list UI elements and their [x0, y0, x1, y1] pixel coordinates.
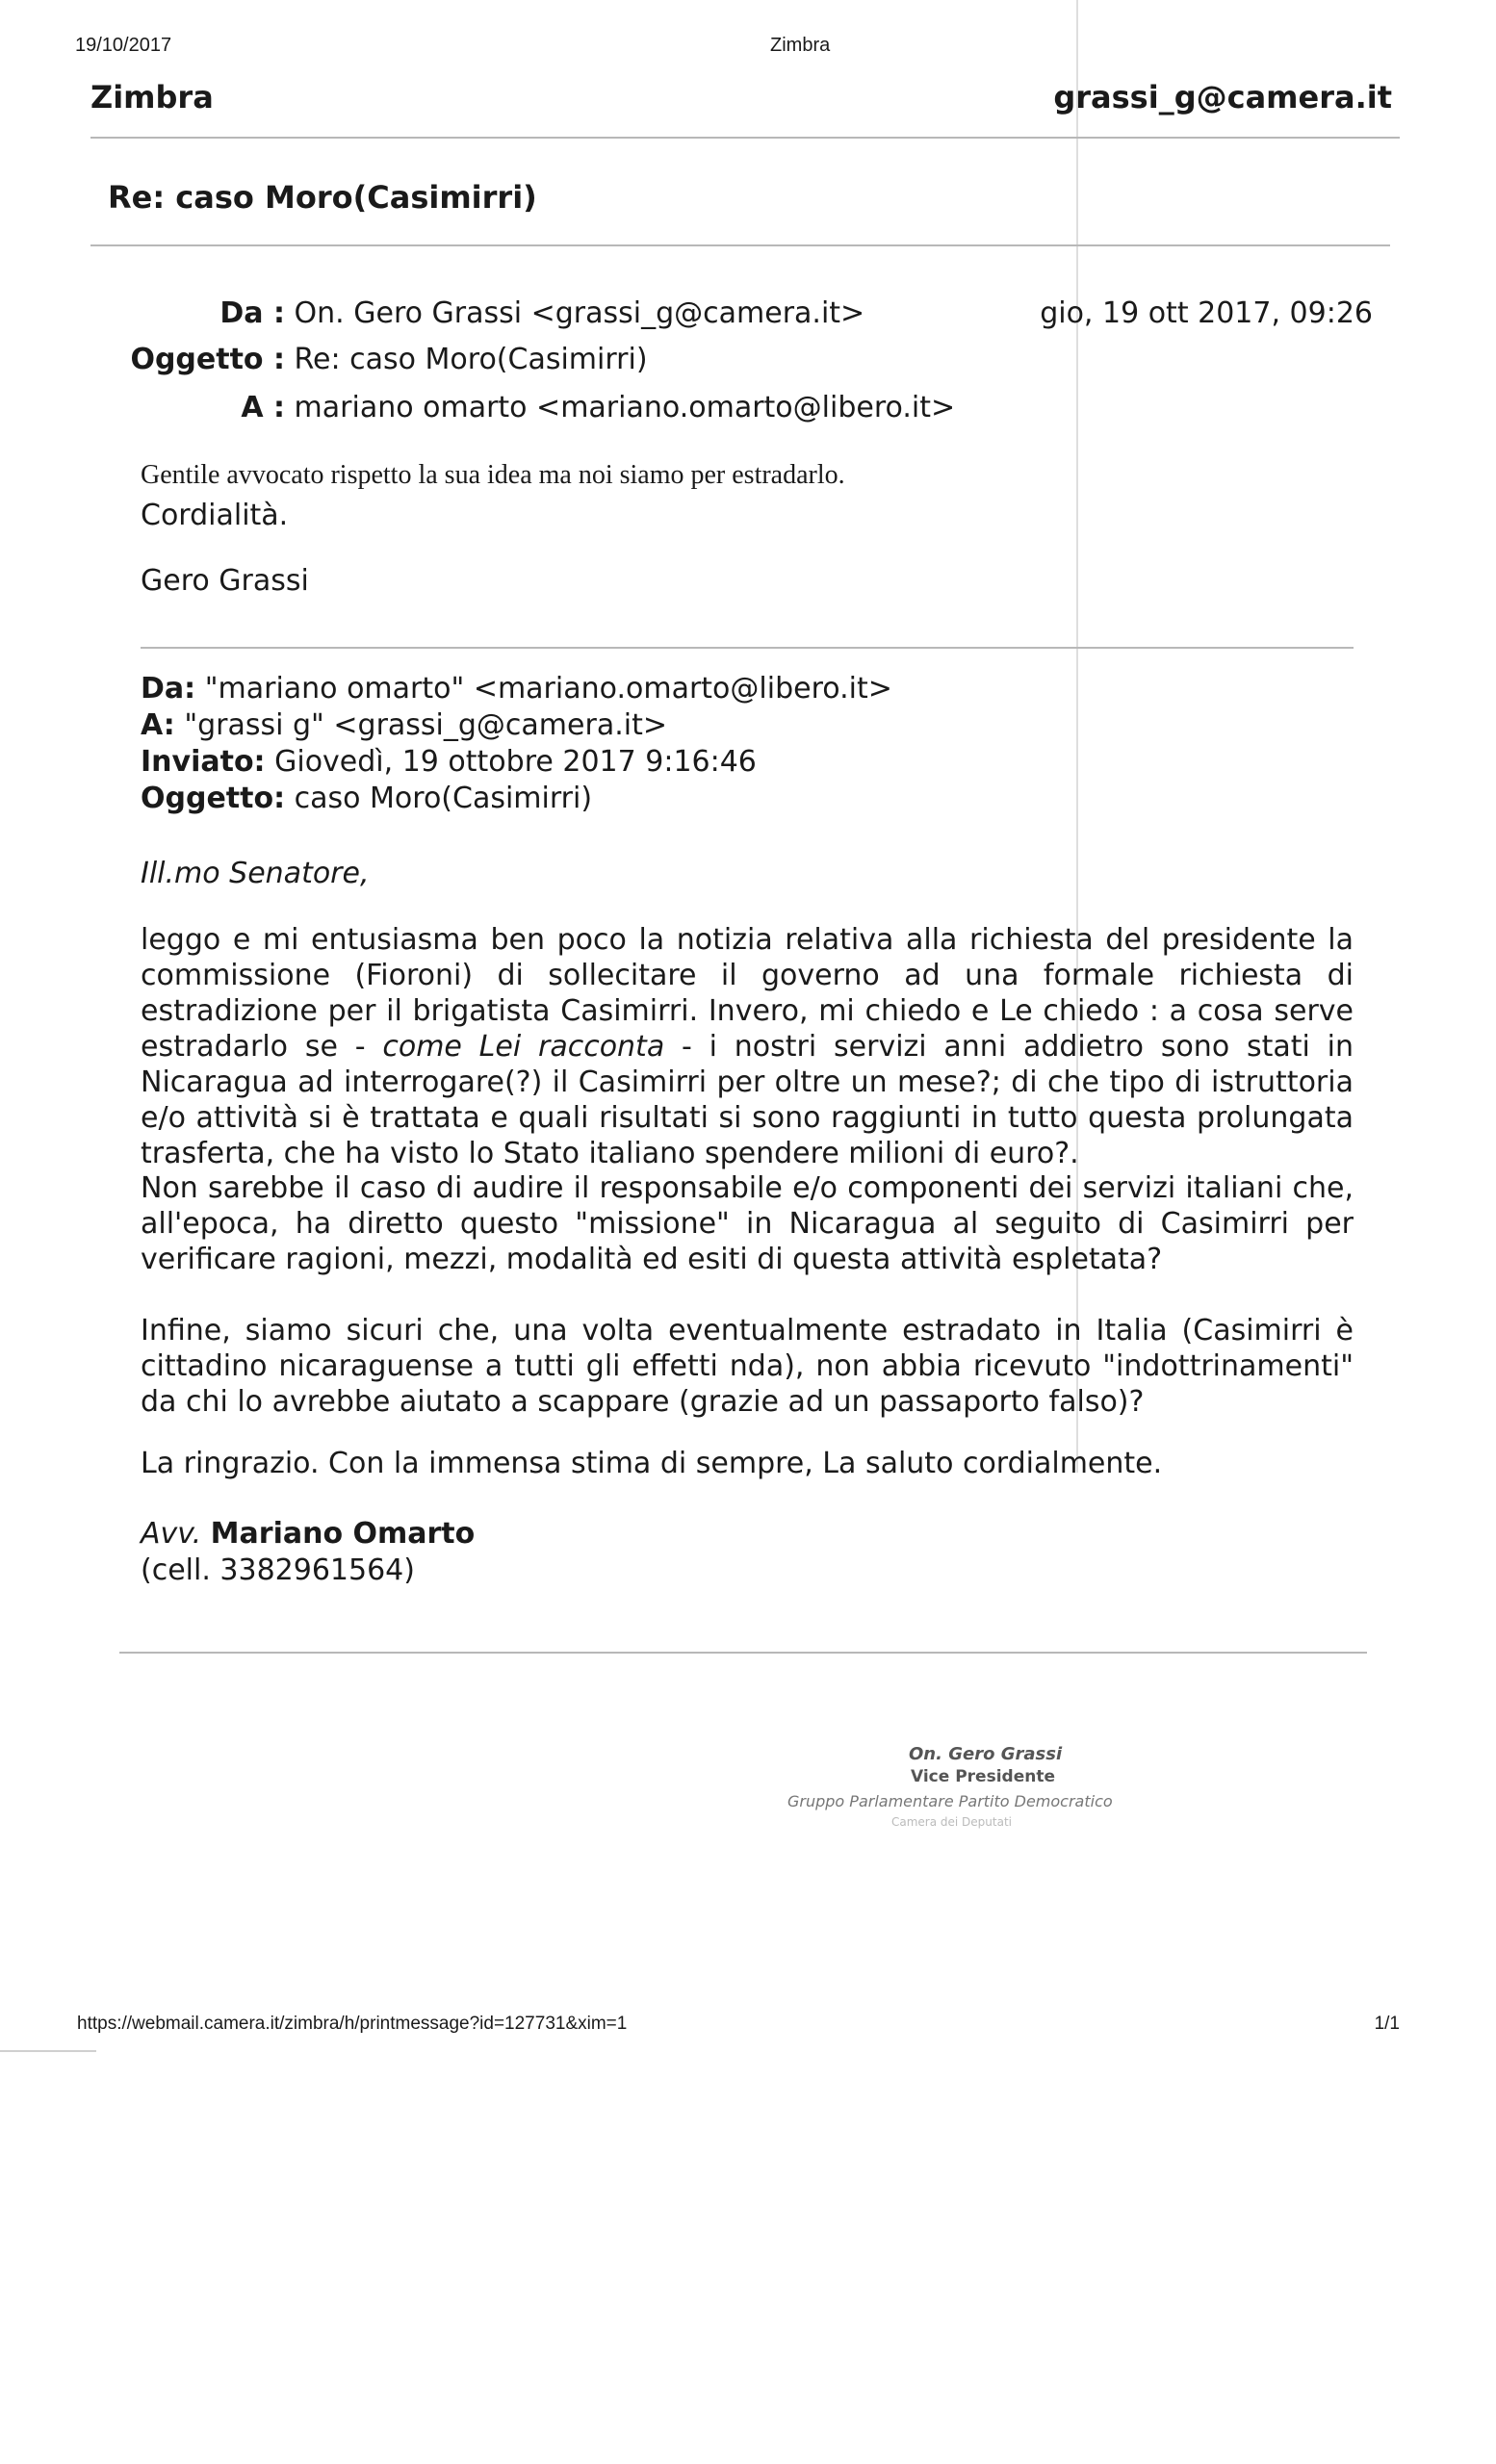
- quoted-from-label: Da:: [141, 672, 196, 706]
- subject-label: Oggetto :: [130, 343, 285, 376]
- quoted-to-value: "grassi g" <grassi_g@camera.it>: [184, 708, 667, 742]
- quoted-paragraph-3: Infine, siamo sicuri che, una volta eventualmente estradato in Italia (Casimirri è cittadino nicaraguense a tutti gli effetti nda), non abbia ricevuto "indottrinamenti" da chi lo avrebbe aiutato a scappare (grazie ad un passaporto falso)?: [141, 1314, 1354, 1419]
- reply-body-line2: Cordialità.: [141, 499, 289, 532]
- footer-page-number: 1/1: [1374, 2014, 1400, 2034]
- quoted-paragraph-4: La ringrazio. Con la immensa stima di sempre, La saluto cordialmente.: [141, 1447, 1163, 1480]
- stamp-group: Gruppo Parlamentare Partito Democratico: [787, 1792, 1113, 1810]
- reply-body-line1: Gentile avvocato rispetto la sua idea ma noi siamo per estradarlo.: [141, 460, 845, 490]
- quoted-signature-row: [141, 1517, 475, 1551]
- subject-divider: [90, 244, 1390, 246]
- to-value: mariano omarto <mariano.omarto@libero.it>: [294, 391, 956, 424]
- app-title: Zimbra: [90, 79, 214, 116]
- quoted-subject-row: [141, 782, 592, 815]
- message-subject-title: Re: caso Moro(Casimirri): [108, 179, 537, 216]
- quoted-salutation: Ill.mo Senatore,: [141, 857, 370, 890]
- from-value: On. Gero Grassi <grassi_g@camera.it>: [294, 296, 865, 330]
- quoted-signature-phone: (cell. 3382961564): [141, 1553, 415, 1587]
- to-label: A :: [241, 391, 285, 424]
- reply-signature: Gero Grassi: [141, 564, 309, 598]
- quoted-to-row: [141, 708, 667, 742]
- quoted-p1-text-b: - i nostri servizi anni addietro sono stati in Nicaragua ad interrogare(?) il Casimirri per oltre un mese?; di che tipo di istruttoria e/o attività si è trattata e quali risultati si sono raggiunti in tutto questa prolungata trasferta, che ha visto lo Stato italiano spendere milioni di euro?.: [141, 1030, 1354, 1170]
- stamp-role: Vice Presidente: [911, 1767, 1055, 1786]
- print-app-name: Zimbra: [770, 35, 831, 56]
- print-date: 19/10/2017: [75, 35, 172, 56]
- quoted-signature-name: Mariano Omarto: [210, 1517, 476, 1551]
- quoted-subject-value: caso Moro(Casimirri): [294, 782, 593, 815]
- quoted-sent-value: Giovedì, 19 ottobre 2017 9:16:46: [274, 745, 757, 779]
- subject-row: [108, 343, 648, 376]
- to-row: [108, 391, 955, 424]
- stamp-name: On. Gero Grassi: [909, 1744, 1063, 1764]
- footer-url: https://webmail.camera.it/zimbra/h/printmessage?id=127731&xim=1: [77, 2014, 628, 2034]
- from-label: Da :: [219, 296, 285, 330]
- subject-value: Re: caso Moro(Casimirri): [294, 343, 648, 376]
- message-date: gio, 19 ott 2017, 09:26: [1040, 296, 1373, 330]
- quoted-from-row: [141, 672, 892, 706]
- stamp-chamber: Camera dei Deputati: [891, 1815, 1012, 1829]
- footer-edge-mark: [0, 2050, 96, 2052]
- quoted-to-label: A:: [141, 708, 175, 742]
- quoted-sent-label: Inviato:: [141, 745, 266, 779]
- quoted-signature-prefix: Avv.: [141, 1517, 202, 1551]
- quoted-paragraph-1: [141, 922, 1354, 1171]
- quoted-subject-label: Oggetto:: [141, 782, 286, 815]
- quote-divider: [141, 647, 1354, 649]
- header-divider: [90, 137, 1400, 139]
- account-email: grassi_g@camera.it: [1053, 79, 1392, 116]
- quoted-p1-text-a: leggo e mi entusiasma ben poco la notizia relativa alla richiesta del presidente la commissione (Fioroni) di sollecitare il governo ad una formale richiesta di estradizione per il brigatista Casimirri. Invero, mi chiedo e Le chiedo : a cosa serve estradarlo se -: [141, 923, 1354, 1064]
- from-row: [108, 296, 864, 330]
- end-divider: [119, 1652, 1367, 1654]
- quoted-paragraph-2: Non sarebbe il caso di audire il responsabile e/o componenti dei servizi italiani che, all'epoca, ha diretto questo "missione" in Nicaragua al seguito di Casimirri per verificare ragioni, mezzi, modalità ed esiti di questa attività espletata?: [141, 1171, 1354, 1276]
- quoted-from-value: "mariano omarto" <mariano.omarto@libero.it>: [204, 672, 892, 706]
- quoted-p1-italic: come Lei racconta: [382, 1030, 665, 1064]
- quoted-sent-row: [141, 745, 757, 779]
